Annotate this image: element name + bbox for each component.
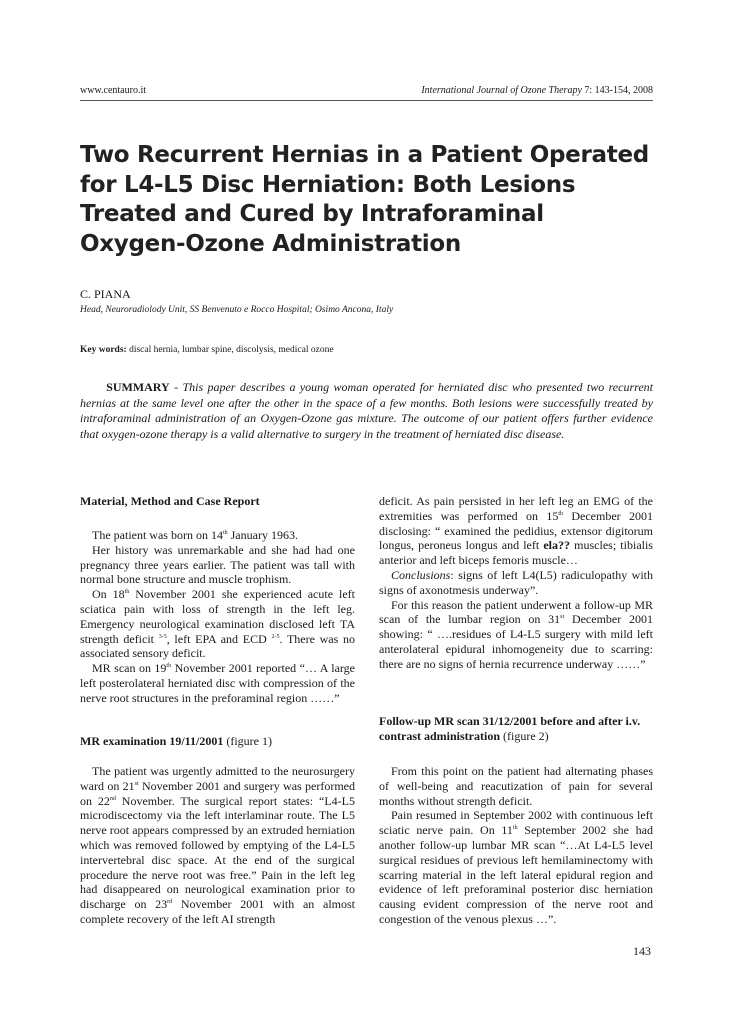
superscript: st: [560, 614, 565, 621]
superscript: nd: [109, 795, 116, 802]
summary-label: SUMMARY: [106, 380, 170, 394]
text-run: September 2002 she had another follow-up lumbar MR scan “…At L4-L5 level surgical residues of previous left hemilaminectomy with scarring material in the left lateral epidural region and evidence of left preforaminal posterior disc herniation causing evident compression of the nerve root and congestion of the venous plexus …”.: [379, 823, 653, 926]
text-run: November 2001 and surgery was performed on 22: [80, 778, 355, 808]
header-rule: [80, 100, 653, 101]
paragraph: [80, 661, 355, 705]
summary-dash: -: [169, 380, 183, 394]
journal-pages: 7: 143-154, 2008: [581, 85, 653, 96]
keywords-label: Key words:: [80, 345, 127, 355]
paragraph: [80, 764, 355, 927]
text-run: December 2001 disclosing: “ examined the pedidius, extensor digitorum longus, peroneus longus and left: [379, 508, 653, 553]
superscript: th: [512, 825, 518, 832]
right-column-section3: [379, 714, 653, 744]
abstract: [80, 380, 653, 442]
superscript: th: [222, 530, 228, 536]
journal-citation: [421, 85, 653, 96]
heading-text: Follow-up MR scan 31/12/2001 before and after i.v. contrast administration: [379, 714, 641, 743]
text-run: November. The surgical report states: “L4-L5 microdiscectomy via the left interlaminar route. The L5 nerve root appears compressed by an extruded herniation which was removed followed by emptying of the L4-L5 intervertebral disc space. At the end of the surgical procedure the nerve root was free.” Pain in the left leg had disappeared on neurological examination prior to discharge on 23: [80, 793, 356, 912]
heading-text: MR examination 19/11/2001: [80, 734, 224, 748]
text-run: deficit. As pain persisted in her left leg an EMG of the extremities was performed on 15: [379, 494, 653, 523]
left-column-body2: [80, 764, 355, 927]
text-run: MR scan on 19: [92, 661, 167, 676]
journal-name: International Journal of Ozone Therapy: [421, 85, 582, 96]
left-column: [80, 494, 355, 509]
paragraph: [80, 528, 355, 543]
keywords: [80, 345, 334, 355]
paper-title: [80, 141, 680, 259]
section-heading: Material, Method and Case Report: [80, 494, 260, 508]
running-header: [80, 85, 653, 96]
left-column-body: [80, 528, 355, 706]
superscript: 2-5: [271, 633, 280, 640]
left-column-section2: [80, 734, 355, 749]
text-run: : signs of left L4(L5) radiculopathy with signs of axonotmesis underway”.: [379, 567, 653, 597]
text-run: On 18: [92, 587, 125, 602]
text-run: , left EPA and ECD: [166, 631, 272, 646]
title-line: Treated and Cured by Intraforaminal: [80, 201, 544, 227]
title-line: Oxygen-Ozone Administration: [80, 230, 461, 257]
author-affiliation: Head, Neuroradiolody Unit, SS Benvenuto e Rocco Hospital; Osimo Ancona, Italy: [80, 305, 394, 315]
paragraph: [379, 808, 653, 926]
website-url: www.centauro.it: [80, 85, 146, 96]
text-run: muscles; tibialis anterior and left biceps femoris muscle…: [379, 538, 653, 568]
figure-ref: (figure 2): [500, 728, 549, 743]
superscript: th: [124, 589, 130, 596]
superscript: 3-5: [158, 633, 167, 640]
paragraph: [379, 568, 653, 598]
summary-text: This paper describes a young woman operated for herniated disc who presented two recurrent hernias at the same level one after the other in the space of a few months. Both lesions were successfully treated by intraforaminal administration of an Oxygen-Ozone gas mixture. The outcome of our patient offers further evidence that oxygen-ozone therapy is a valid alternative to surgery in the treatment of herniated disc disease.: [80, 380, 654, 441]
section-heading: [379, 714, 653, 744]
author-name: C. PIANA: [80, 287, 131, 301]
text-run: The patient was urgently admitted to the neurosurgery ward on 21: [80, 764, 355, 793]
keywords-text: discal hernia, lumbar spine, discolysis, medical ozone: [126, 345, 334, 355]
text-run: For this reason the patient underwent a follow-up MR scan of the lumbar region on 31: [379, 597, 653, 627]
text-run: November 2001 with an almost complete recovery of the left AI strength: [80, 897, 355, 926]
right-column: [379, 494, 653, 672]
text-run: . There was no associated sensory deficit.: [80, 631, 355, 661]
bold-term: ela??: [543, 538, 571, 553]
paragraph: [379, 494, 653, 568]
title-line: Two Recurrent Hernias in a Patient Operated: [80, 142, 649, 168]
text-run: November 2001 reported “… A large left posterolateral herniated disc with compression of the nerve root structures in the preforaminal region ……”: [80, 661, 355, 705]
section-heading: [80, 734, 355, 749]
paragraph: [379, 598, 653, 672]
text-run: November 2001 she experienced acute left sciatica pain with loss of strength in the left leg. Emergency neurological examination disclosed left TA strength deficit: [80, 587, 355, 646]
paragraph: From this point on the patient had alternating phases of well-being and reacutization of pain for several months without strength deficit.: [379, 764, 653, 808]
title-line: for L4-L5 Disc Herniation: Both Lesions: [80, 171, 576, 198]
right-column-body2: [379, 764, 653, 927]
superscript: rd: [167, 899, 173, 906]
text-run: December 2001 showing: “ ….residues of L4-L5 surgery with mild left anterolateral epidural inhomogeneity due to scarring: there are no signs of hernia recurrence underway ……”: [379, 612, 653, 671]
superscript: th: [558, 510, 563, 517]
paragraph: Her history was unremarkable and she had had one pregnancy three years earlier. The patient was tall with normal bone structure and muscle trophism.: [80, 542, 355, 587]
superscript: st: [134, 780, 139, 787]
superscript: th: [166, 663, 172, 670]
text-run: The patient was born on 14: [92, 528, 223, 542]
figure-ref: (figure 1): [223, 734, 272, 748]
italic-label: Conclusions: [391, 567, 451, 582]
text-run: Pain resumed in September 2002 with continuous left sciatic nerve pain. On 11: [379, 808, 653, 838]
text-run: January 1963.: [227, 528, 298, 542]
page-number: 143: [633, 944, 651, 958]
paragraph: [80, 587, 355, 661]
